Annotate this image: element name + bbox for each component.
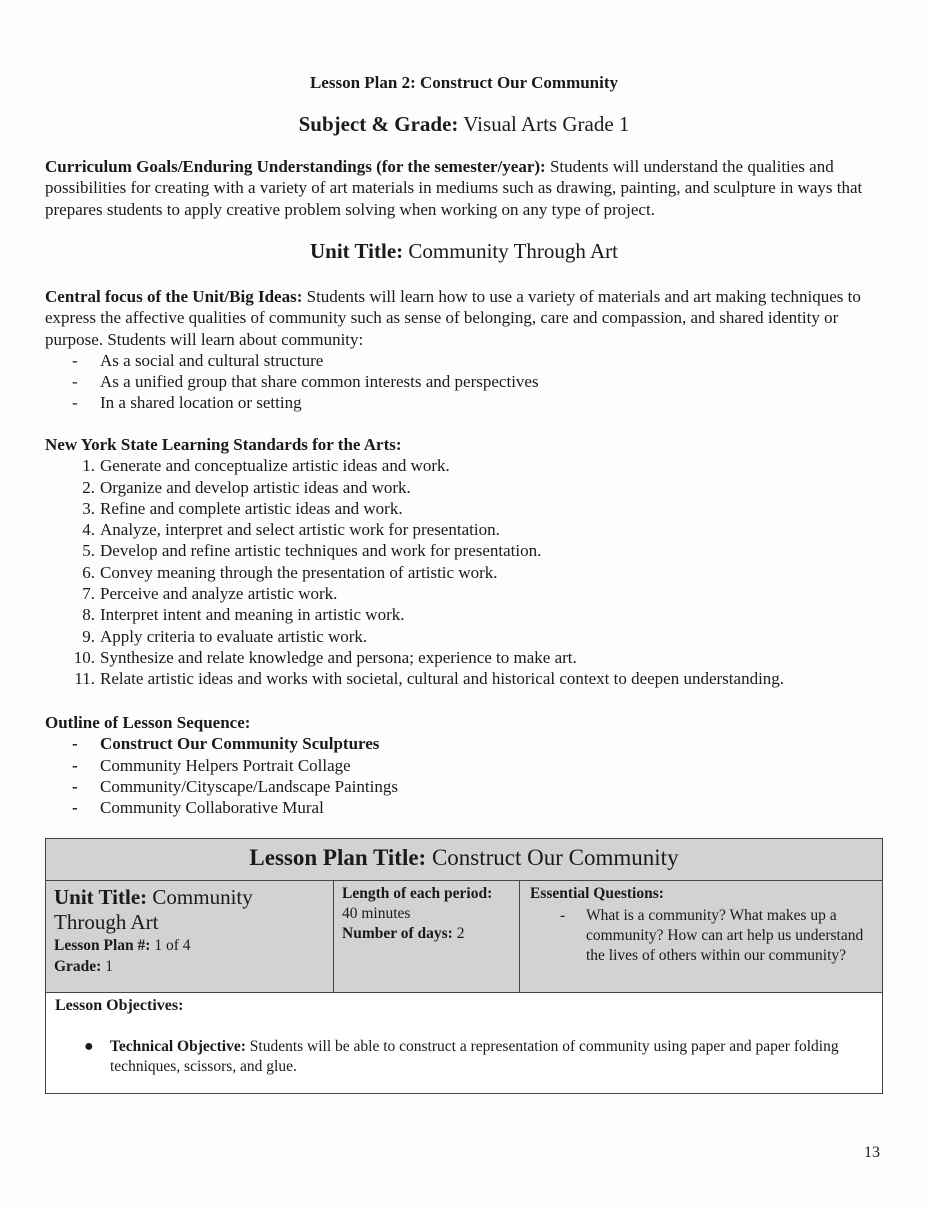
standards-list (45, 455, 890, 689)
list-item: 3. Refine and complete artistic ideas and work. (82, 498, 403, 518)
lesson-plan-title-row (46, 839, 882, 881)
list-item: 2. Organize and develop artistic ideas and work. (82, 477, 411, 497)
grade-label: Grade: (54, 958, 102, 975)
list-item: 10. Synthesize and relate knowledge and persona; experience to make art. (73, 647, 577, 667)
curriculum-label: Curriculum Goals/Enduring Understandings (for the semester/year): (45, 157, 546, 176)
list-item (84, 1037, 870, 1077)
lesson-plan-title-value: Construct Our Community (426, 845, 679, 870)
length-value: 40 minutes (342, 905, 411, 922)
unit-title-heading (0, 239, 928, 264)
list-item: - Community Helpers Portrait Collage (72, 755, 351, 775)
list-item: - As a unified group that share common interests and perspectives (72, 372, 539, 392)
list-item: 8. Interpret intent and meaning in artistic work. (82, 605, 405, 625)
lesson-plan-title-label: Lesson Plan Title: (249, 845, 427, 870)
technical-objective-label: Technical Objective: (110, 1038, 246, 1055)
essential-questions-text: What is a community? What makes up a community? How can art help us understand the lives of others within our community? (586, 907, 864, 964)
objectives-label: Lesson Objectives: (55, 997, 184, 1014)
bullet-icon: ● (84, 1038, 94, 1055)
curriculum-goals (45, 156, 890, 220)
list-item: 7. Perceive and analyze artistic work. (82, 584, 338, 604)
central-focus-label: Central focus of the Unit/Big Ideas: (45, 287, 303, 306)
unit-info-cell (46, 881, 334, 992)
list-item: - Construct Our Community Sculptures (72, 734, 380, 754)
list-item: 9. Apply criteria to evaluate artistic work. (82, 626, 368, 646)
community-aspects-list (45, 350, 890, 414)
outline-heading: Outline of Lesson Sequence: (45, 713, 251, 732)
days-label: Number of days: (342, 925, 453, 942)
central-focus-text: Students will learn how to use a variety of materials and art making techniques to express the affective qualities of community such as sense of belonging, care and compassion, and shared identity or purpose. Students will learn about community: (45, 287, 861, 349)
lesson-objectives-row (46, 993, 882, 1075)
central-focus (45, 286, 890, 414)
essential-questions-label: Essential Questions: (530, 885, 664, 902)
list-item: 4. Analyze, interpret and select artistic work for presentation. (82, 520, 500, 540)
lesson-sequence-outline (45, 712, 890, 818)
technical-objective-text: Students will be able to construct a representation of community using paper and paper folding techniques, scissors, and glue. (110, 1038, 839, 1075)
subject-value: Visual Arts Grade 1 (458, 112, 630, 136)
unit-value: Community Through Art (403, 239, 619, 263)
period-length-cell (334, 881, 520, 992)
lesson-number-label: Lesson Plan #: (54, 937, 151, 954)
page-number: 13 (864, 1144, 880, 1161)
lesson-number-value: 1 of 4 (150, 937, 191, 954)
essential-questions-cell (520, 881, 881, 992)
subject-grade-heading (0, 112, 928, 137)
list-item: 11. Relate artistic ideas and works with societal, cultural and historical context to deepen understanding. (74, 669, 785, 689)
curriculum-text: Students will understand the qualities and possibilities for creating with a variety of art materials in mediums such as drawing, painting, and sculpture in ways that prepares students to apply creative problem solving when working on any type of project. (45, 157, 863, 219)
subject-label: Subject & Grade: (298, 112, 459, 136)
list-item: - Community/Cityscape/Landscape Paintings (72, 776, 398, 796)
grade-value: 1 (101, 958, 113, 975)
lesson-plan-table (45, 838, 883, 1094)
standards-heading: New York State Learning Standards for the Arts: (45, 435, 402, 454)
lesson-details-row (46, 881, 882, 993)
list-item: - In a shared location or setting (72, 393, 302, 413)
list-item: 6. Convey meaning through the presentation of artistic work. (82, 562, 498, 582)
length-label: Length of each period: (342, 885, 493, 902)
days-value: 2 (452, 925, 465, 942)
table-unit-label: Unit Title: (54, 885, 148, 909)
document-title: Lesson Plan 2: Construct Our Community (309, 73, 619, 92)
list-item: 1. Generate and conceptualize artistic ideas and work. (82, 456, 450, 476)
outline-list (45, 733, 890, 818)
table-unit-value: Community Through Art (54, 885, 253, 934)
list-item: - What is a community? What makes up a community? How can art help us understand the lives of others within our community? (560, 907, 864, 964)
list-item: - As a social and cultural structure (72, 350, 324, 370)
list-item: - Community Collaborative Mural (72, 798, 324, 818)
list-item: 5. Develop and refine artistic techniques and work for presentation. (82, 541, 542, 561)
learning-standards (45, 434, 890, 690)
unit-label: Unit Title: (309, 239, 404, 263)
